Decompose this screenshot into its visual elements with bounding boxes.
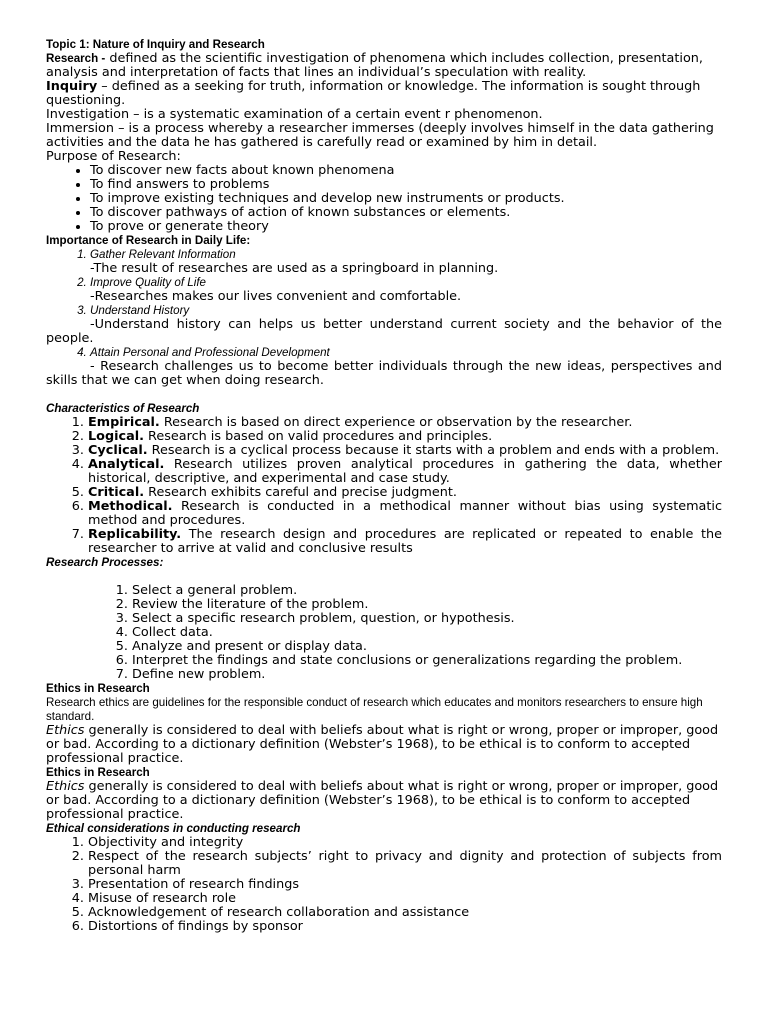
characteristics-list	[46, 416, 722, 556]
list-item	[90, 346, 722, 360]
ethical-considerations-heading: Ethical considerations in conducting research	[46, 822, 301, 835]
list-item: 3. Presentation of research findings	[88, 878, 722, 892]
importance-list	[46, 346, 722, 360]
ethics-term: Ethics	[46, 779, 85, 794]
list-item	[88, 500, 722, 528]
importance-desc: -Understand history can helps us better understand current society and the behavior of the people.	[46, 317, 722, 346]
list-item: 4. Collect data.	[132, 626, 722, 640]
list-item: • To find answers to problems	[90, 178, 722, 192]
inquiry-text: – defined as a seeking for truth, information or knowledge. The information is sought through questioning.	[46, 79, 701, 108]
characteristic-term: Cyclical.	[88, 443, 148, 458]
investigation-definition: Investigation – is a systematic examination of a certain event r phenomenon.	[46, 107, 543, 122]
importance-desc: -The result of researches are used as a springboard in planning.	[90, 261, 499, 276]
inquiry-definition	[46, 80, 722, 108]
ethics-paragraph	[46, 724, 722, 766]
list-item	[90, 248, 722, 262]
importance-title: Improve Quality of Life	[90, 276, 206, 289]
list-item	[88, 444, 722, 458]
characteristic-text: Research utilizes proven analytical procedures in gathering the data, whether historical, descriptive, and experimental and case study.	[88, 457, 722, 486]
ethics-text: generally is considered to deal with beliefs about what is right or wrong, proper or improper, good or bad. According to a dictionary definition (Webster’s 1968), to be ethical is to conform to accepted professional practice.	[46, 779, 719, 822]
list-item: 2. Review the literature of the problem.	[132, 598, 722, 612]
ethics-text: generally is considered to deal with beliefs about what is right or wrong, proper or improper, good or bad. According to a dictionary definition (Webster’s 1968), to be ethical is to conform to accepted professional practice.	[46, 723, 719, 766]
importance-title: Gather Relevant Information	[90, 248, 236, 261]
characteristic-text: Research is based on valid procedures and principles.	[143, 429, 493, 444]
characteristic-text: The research design and procedures are replicated or repeated to enable the researcher to arrive at valid and conclusive results	[88, 527, 722, 556]
importance-title: Understand History	[90, 304, 190, 317]
list-item: 1. Select a general problem.	[132, 584, 722, 598]
list-item: 3. Select a specific research problem, question, or hypothesis.	[132, 612, 722, 626]
list-item: 6. Distortions of findings by sponsor	[88, 920, 722, 934]
characteristic-term: Methodical.	[88, 499, 173, 514]
immersion-definition: Immersion – is a process whereby a researcher immerses (deeply involves himself in the data gathering activities and the data he has gathered is carefully read or examined by him in detail.	[46, 121, 714, 150]
importance-desc: -Researches makes our lives convenient and comfortable.	[90, 289, 462, 304]
research-text: defined as the scientific investigation of phenomena which includes collection, presentation, analysis and interpretation of facts that lines an individual’s speculation with reality.	[46, 51, 703, 80]
list-item: 6. Interpret the findings and state conclusions or generalizations regarding the problem.	[132, 654, 722, 668]
research-term: Research -	[46, 52, 106, 65]
list-item	[88, 416, 722, 430]
characteristic-term: Analytical.	[88, 457, 165, 472]
importance-list	[46, 304, 722, 318]
ethics-heading: Ethics in Research	[46, 766, 150, 779]
list-item	[88, 458, 722, 486]
purpose-list	[46, 164, 722, 234]
characteristics-heading: Characteristics of Research	[46, 402, 200, 415]
ethics-term: Ethics	[46, 723, 85, 738]
list-item: • To discover pathways of action of known substances or elements.	[90, 206, 722, 220]
characteristic-text: Research is conducted in a methodical manner without bias using systematic method and procedures.	[88, 499, 722, 528]
characteristic-term: Replicability.	[88, 527, 182, 542]
list-item	[88, 528, 722, 556]
characteristic-term: Empirical.	[88, 415, 160, 430]
list-item: • To discover new facts about known phenomena	[90, 164, 722, 178]
topic-title: Topic 1: Nature of Inquiry and Research	[46, 38, 265, 51]
research-definition	[46, 52, 722, 80]
list-item	[88, 430, 722, 444]
ethics-heading: Ethics in Research	[46, 682, 150, 695]
list-item: 5. Acknowledgement of research collaboration and assistance	[88, 906, 722, 920]
list-item: • To improve existing techniques and develop new instruments or products.	[90, 192, 722, 206]
importance-list	[46, 248, 722, 262]
list-item	[90, 276, 722, 290]
list-item: 4. Misuse of research role	[88, 892, 722, 906]
processes-list	[46, 584, 722, 682]
list-item: • To prove or generate theory	[90, 220, 722, 234]
importance-desc: - Research challenges us to become better individuals through the new ideas, perspectives and skills that we can get when doing research.	[46, 359, 722, 388]
ethics-intro: Research ethics are guidelines for the responsible conduct of research which educates and monitors researchers to ensure high standard.	[46, 696, 703, 723]
importance-title: Attain Personal and Professional Development	[90, 346, 330, 359]
characteristic-text: Research is a cyclical process because it starts with a problem and ends with a problem.	[147, 443, 720, 458]
purpose-heading: Purpose of Research:	[46, 149, 181, 164]
processes-heading: Research Processes:	[46, 556, 164, 569]
ethics-paragraph	[46, 780, 722, 822]
inquiry-term: Inquiry	[46, 79, 98, 94]
characteristic-term: Logical.	[88, 429, 144, 444]
list-item: 7. Define new problem.	[132, 668, 722, 682]
characteristic-term: Critical.	[88, 485, 145, 500]
importance-heading: Importance of Research in Daily Life:	[46, 234, 251, 247]
list-item	[90, 304, 722, 318]
list-item	[88, 486, 722, 500]
characteristic-text: Research exhibits careful and precise judgment.	[144, 485, 457, 500]
list-item: 5. Analyze and present or display data.	[132, 640, 722, 654]
list-item: 1. Objectivity and integrity	[88, 836, 722, 850]
importance-list	[46, 276, 722, 290]
characteristic-text: Research is based on direct experience or observation by the researcher.	[159, 415, 633, 430]
ethical-considerations-list	[46, 836, 722, 934]
list-item: 2. Respect of the research subjects’ right to privacy and dignity and protection of subjects from personal harm	[88, 850, 722, 878]
